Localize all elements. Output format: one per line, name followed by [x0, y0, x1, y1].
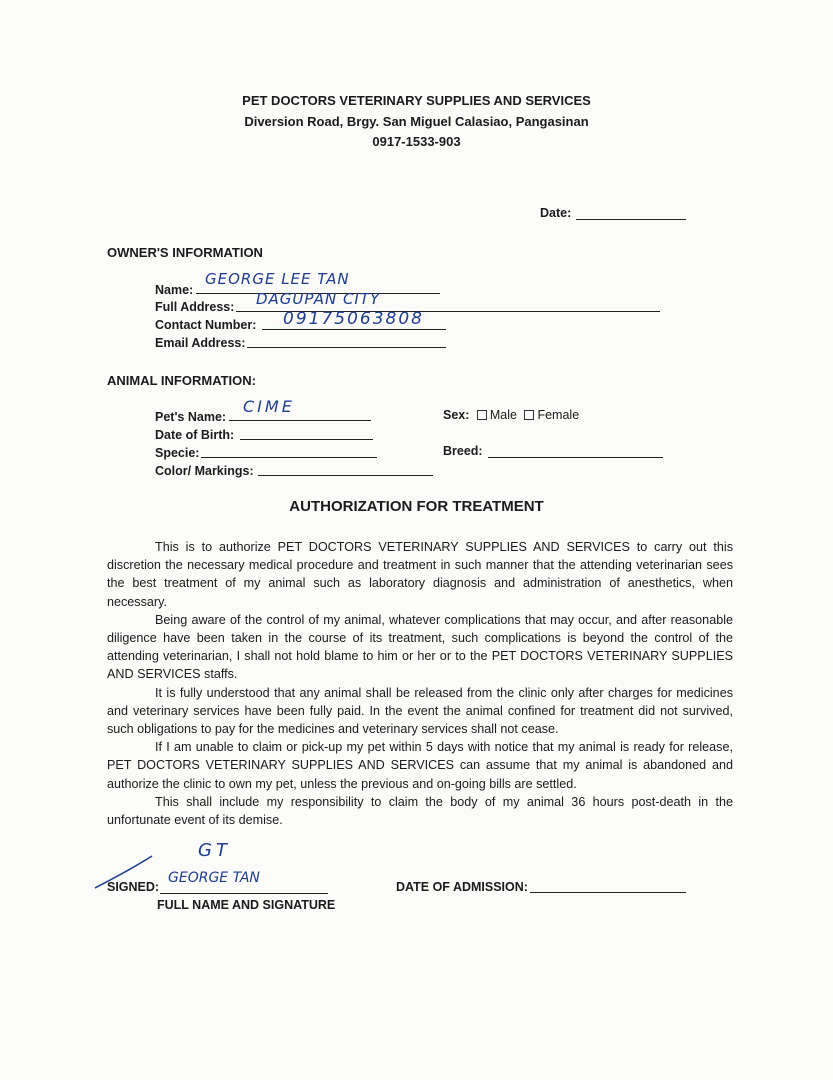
pet-name-line [229, 420, 371, 421]
owner-contact-handwriting[interactable]: 09175063808 [283, 309, 424, 329]
date-label: Date: [540, 206, 572, 220]
owner-address-label: Full Address: [155, 300, 235, 314]
signature-handwriting[interactable]: GEORGE TAN [168, 870, 260, 886]
owner-section-title: OWNER'S INFORMATION [107, 245, 263, 260]
color-field[interactable] [258, 475, 433, 476]
owner-contact-line [262, 329, 446, 330]
authorization-paragraph: It is fully understood that any animal shall be released from the clinic only after charges for medicines and veterinary services have been fully paid. In the event the animal confined for treatment did not survived, such obligations to pay for the medicines and veterinary services shall not cease. [107, 685, 733, 737]
authorization-body [107, 538, 733, 829]
authorization-paragraph: Being aware of the control of my animal, whatever complications that may occur, and after reasonable diligence have been taken in the course of its treatment, such complications is beyond the control of the attending veterinarian, I shall not hold blame to him or her or to the PET DOCTORS VETERINARY SUPPLIES AND SERVICES staffs. [107, 612, 733, 682]
company-name: PET DOCTORS VETERINARY SUPPLIES AND SERVICES [242, 93, 591, 108]
authorization-paragraph: If I am unable to claim or pick-up my pet within 5 days with notice that my animal is ready for release, PET DOCTORS VETERINARY SUPPLIES AND SERVICES can assume that my animal is abandoned and authorize the clinic to own my pet, unless the previous and on-going bills are settled. [107, 740, 733, 791]
male-option-label: Male [489, 408, 517, 422]
signature-caption: FULL NAME AND SIGNATURE [157, 898, 336, 912]
animal-section-title: ANIMAL INFORMATION: [107, 373, 256, 388]
owner-email-field[interactable] [247, 347, 446, 348]
female-checkbox[interactable] [524, 410, 534, 420]
owner-contact-label: Contact Number: [155, 318, 257, 332]
pet-name-label: Pet's Name: [155, 410, 227, 424]
company-phone: 0917-1533-903 [372, 134, 461, 149]
authorization-paragraph: This shall include my responsibility to claim the body of my animal 36 hours post-death in the unfortunate event of its demise. [107, 794, 733, 828]
sex-group [443, 408, 579, 422]
male-checkbox[interactable] [477, 410, 487, 420]
dob-label: Date of Birth: [155, 428, 235, 442]
specie-label: Specie: [155, 446, 200, 460]
female-option-label: Female [537, 408, 580, 422]
dob-field[interactable] [240, 439, 373, 440]
company-address: Diversion Road, Brgy. San Miguel Calasiao, Pangasinan [244, 114, 589, 129]
authorization-paragraph: This is to authorize PET DOCTORS VETERINARY SUPPLIES AND SERVICES to carry out this discretion the necessary medical procedure and treatment in such manner that the attending veterinarian sees the best treatment of my animal such as laboratory diagnosis and administration of anesthetics, when necessary. [107, 540, 733, 609]
sex-label: Sex: [443, 408, 470, 422]
specie-field[interactable] [201, 457, 377, 458]
color-label: Color/ Markings: [155, 464, 254, 478]
pet-name-handwriting[interactable]: CIME [243, 397, 295, 416]
signature-line [160, 893, 328, 894]
admission-label: DATE OF ADMISSION: [396, 880, 528, 894]
breed-field[interactable] [488, 457, 663, 458]
owner-name-label: Name: [155, 283, 194, 297]
breed-label: Breed: [443, 444, 483, 458]
date-field[interactable] [576, 219, 686, 220]
authorization-title: AUTHORIZATION FOR TREATMENT [289, 498, 544, 515]
admission-date-field[interactable] [530, 892, 686, 893]
signed-label: SIGNED: [107, 880, 160, 894]
owner-address-handwriting[interactable]: DAGUPAN CITY [256, 290, 381, 308]
owner-name-handwriting[interactable]: GEORGE LEE TAN [205, 270, 350, 288]
signature-initials: GT [198, 840, 231, 861]
owner-email-label: Email Address: [155, 336, 246, 350]
